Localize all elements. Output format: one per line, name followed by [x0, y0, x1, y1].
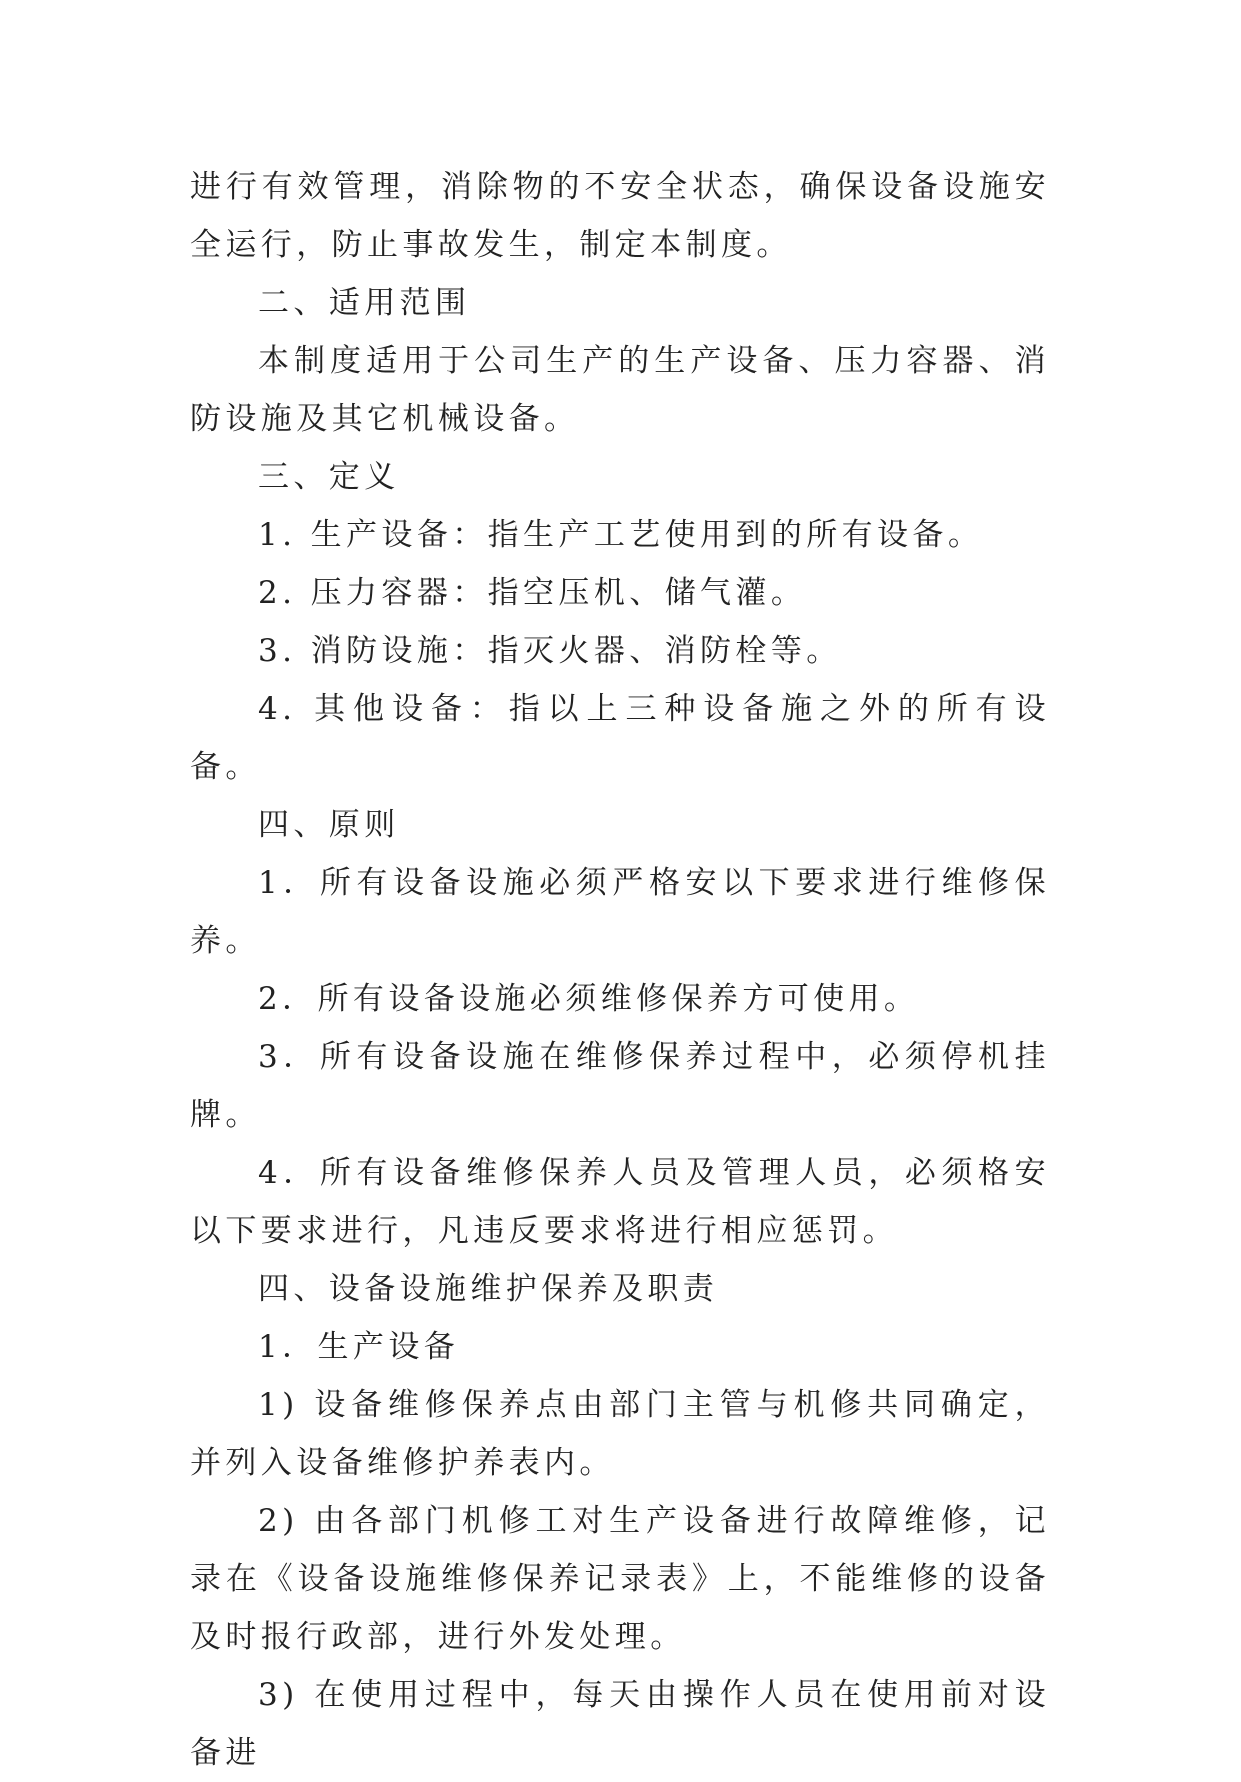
list-item: 3) 在使用过程中，每天由操作人员在使用前对设备进 [190, 1677, 1050, 1771]
list-item: 1. 生产设备：指生产工艺使用到的所有设备。 [258, 517, 984, 553]
list-item: 1) 设备维修保养点由部门主管与机修共同确定，并列入设备维修护养表内。 [190, 1387, 1050, 1481]
list-item: 3．所有设备设施在维修保养过程中，必须停机挂牌。 [190, 1039, 1050, 1133]
list-item: 4．所有设备维修保养人员及管理人员，必须格安以下要求进行，凡违反要求将进行相应惩罚。 [190, 1155, 1050, 1249]
list-item: 1．所有设备设施必须严格安以下要求进行维修保养。 [190, 865, 1050, 959]
section-heading: 三、定义 [258, 459, 400, 495]
section-heading: 四、原则 [258, 807, 400, 843]
paragraph: 进行有效管理，消除物的不安全状态，确保设备设施安全运行，防止事故发生，制定本制度。 [190, 169, 1050, 263]
section-heading: 四、设备设施维护保养及职责 [258, 1271, 719, 1307]
subsection-heading: 1．生产设备 [258, 1329, 460, 1365]
document-body [190, 158, 1050, 1782]
list-item: 2. 压力容器：指空压机、储气灌。 [258, 575, 807, 611]
list-item: 4. 其他设备：指以上三种设备施之外的所有设备。 [190, 691, 1050, 785]
section-heading: 二、适用范围 [258, 285, 471, 321]
list-item: 2．所有设备设施必须维修保养方可使用。 [258, 981, 920, 1017]
list-item: 2) 由各部门机修工对生产设备进行故障维修，记录在《设备设施维修保养记录表》上，不能维修的设备及时报行政部，进行外发处理。 [190, 1503, 1050, 1655]
list-item: 3. 消防设施：指灭火器、消防栓等。 [258, 633, 842, 669]
paragraph: 本制度适用于公司生产的生产设备、压力容器、消防设施及其它机械设备。 [190, 343, 1050, 437]
